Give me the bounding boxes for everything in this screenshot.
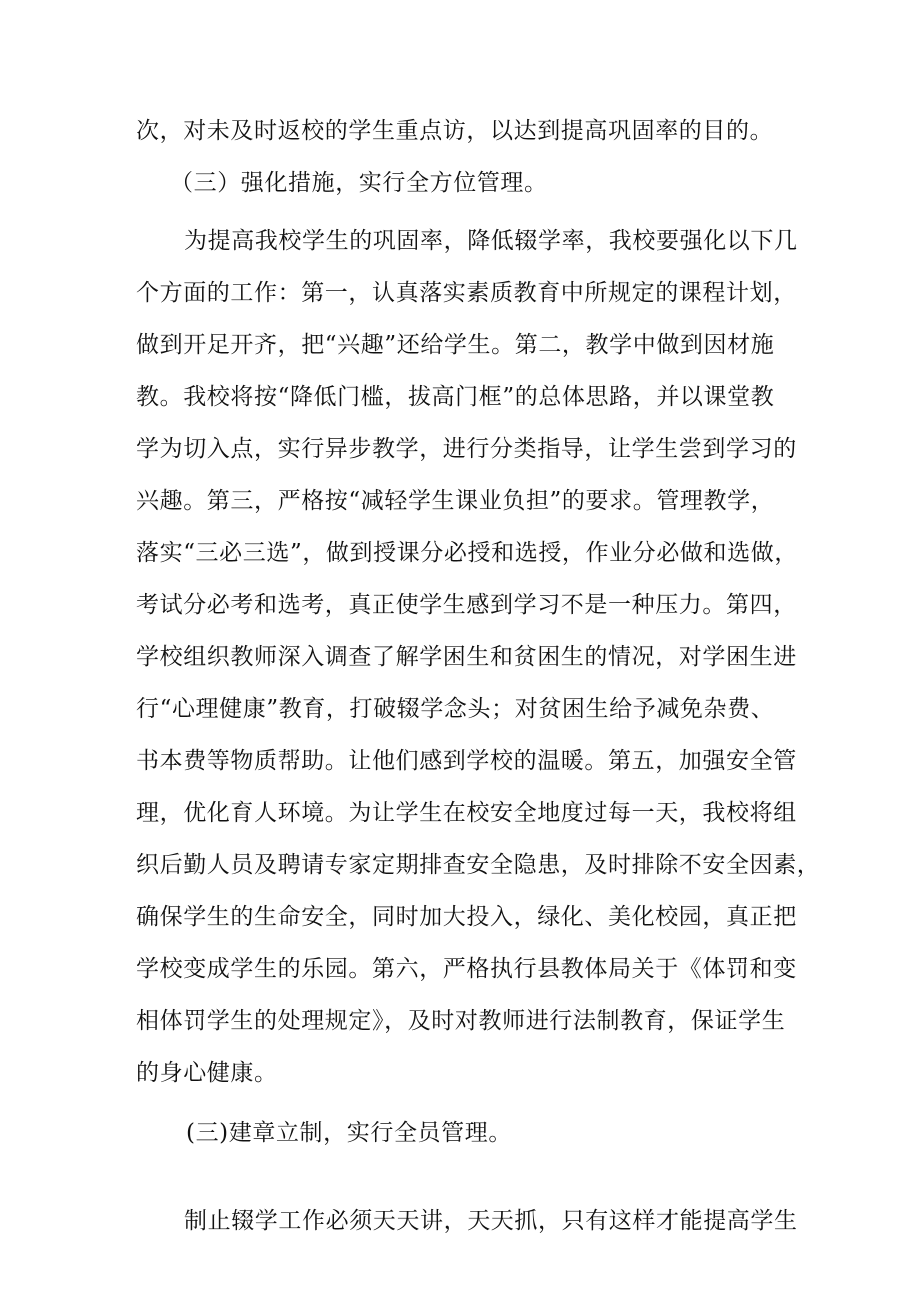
section-heading: （三）强化措施，实行全方位管理。 — [170, 170, 548, 196]
text-line: 确保学生的生命安全，同时加大投入，绿化、美化校园，真正把 — [136, 904, 797, 930]
text-line: 行“心理健康”教育，打破辍学念头；对贫困生给予减免杂费、 — [136, 696, 775, 722]
section-heading: (三)建章立制，实行全员管理。 — [186, 1120, 512, 1146]
text-line: 书本费等物质帮助。让他们感到学校的温暖。第五，加强安全管 — [136, 748, 797, 774]
text-line: 落实“三必三选”，做到授课分必授和选授，作业分必做和选做， — [136, 540, 798, 566]
text-line: 兴趣。第三，严格按“减轻学生课业负担”的要求。管理教学， — [136, 488, 775, 514]
text-line: 制止辍学工作必须天天讲，天天抓，只有这样才能提高学生 — [184, 1208, 798, 1234]
text-line: 织后勤人员及聘请专家定期排查安全隐患，及时排除不安全因素， — [136, 852, 821, 878]
text-line: 考试分必考和选考，真正使学生感到学习不是一种压力。第四， — [136, 592, 797, 618]
text-line: 学为切入点，实行异步教学，进行分类指导，让学生尝到学习的 — [136, 436, 797, 462]
text-line: 理，优化育人环境。为让学生在校安全地度过每一天，我校将组 — [136, 800, 797, 826]
text-line: 为提高我校学生的巩固率，降低辍学率，我校要强化以下几 — [184, 228, 798, 254]
text-line: 个方面的工作：第一，认真落实素质教育中所规定的课程计划， — [136, 280, 797, 306]
text-line: 教。我校将按“降低门槛，拔高门框”的总体思路，并以课堂教 — [136, 384, 775, 410]
text-line: 相体罚学生的处理规定》，及时对教师进行法制教育，保证学生 — [136, 1008, 786, 1034]
text-line: 的身心健康。 — [136, 1060, 278, 1086]
text-line: 学校变成学生的乐园。第六，严格执行县教体局关于《体罚和变 — [136, 956, 797, 982]
text-line: 学校组织教师深入调查了解学困生和贫困生的情况，对学困生进 — [136, 644, 797, 670]
text-line: 做到开足开齐，把“兴趣”还给学生。第二，教学中做到因材施 — [136, 332, 775, 358]
text-line: 次，对未及时返校的学生重点访，以达到提高巩固率的目的。 — [136, 118, 774, 144]
